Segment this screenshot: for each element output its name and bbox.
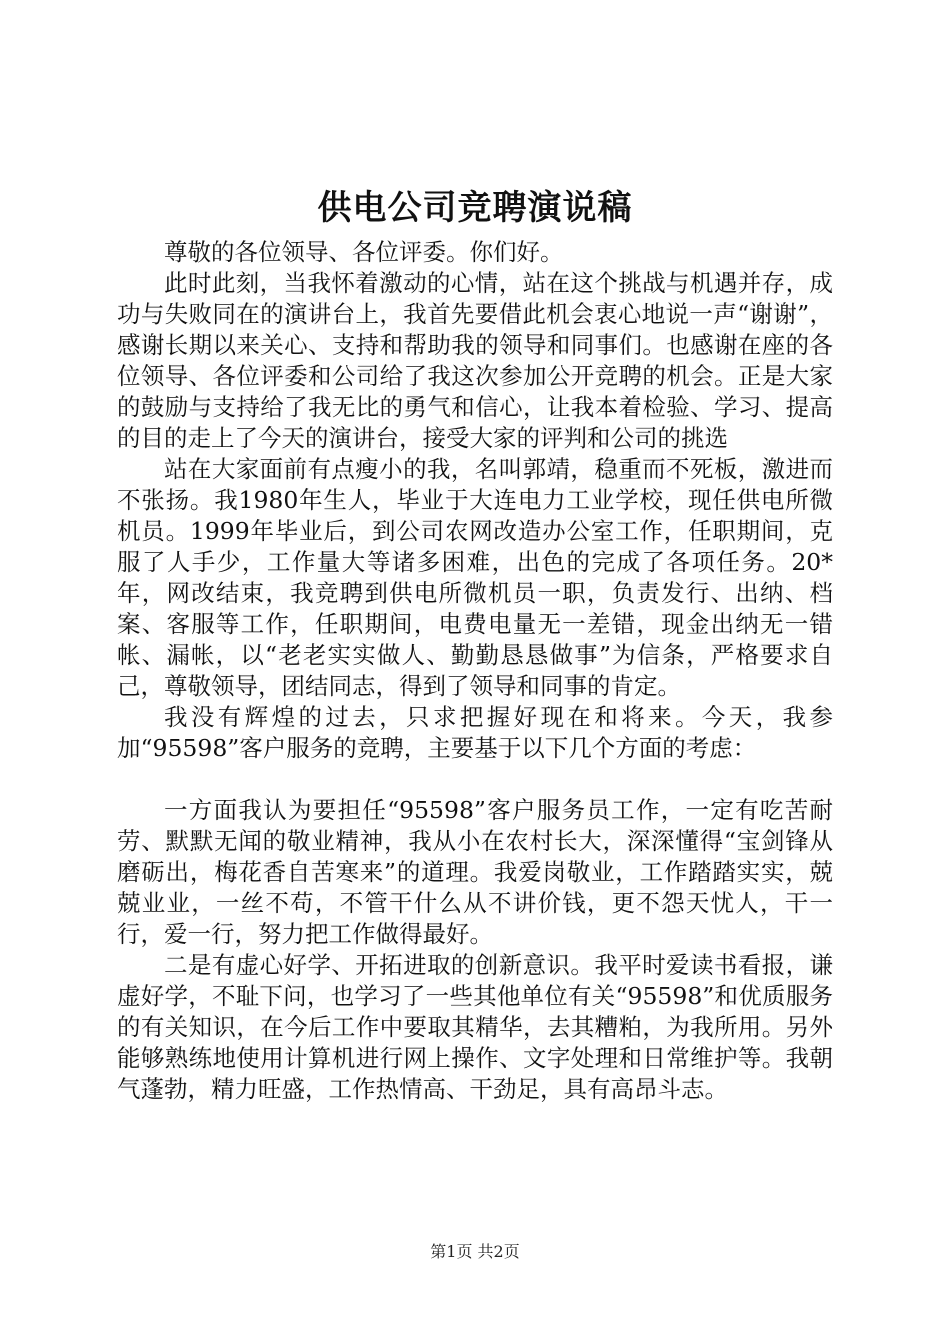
- paragraph-self-introduction: 站在大家面前有点瘦小的我，名叫郭靖，稳重而不死板，激进而不张扬。我1980年生人，毕业于大连电力工业学校，现任供电所微机员。1999年毕业后，到公司农网改造办公室工作，任职期间，克服了人手少，工作量大等诸多困难，出色的完成了各项任务。20*年，网改结束，我竞聘到供电所微机员一职，负责发行、出纳、档案、客服等工作，任职期间，电费电量无一差错，现金出纳无一错帐、漏帐，以“老老实实做人、勤勤恳恳做事”为信条，严格要求自己，尊敬领导，团结同志，得到了领导和同事的肯定。: [117, 455, 833, 700]
- paragraph-point-two: 二是有虚心好学、开拓进取的创新意识。我平时爱读书看报，谦虚好学，不耻下问，也学习了一些其他单位有关“95598”和优质服务的有关知识，在今后工作中要取其精华，去其糟粕，为我所用。另外能够熟练地使用计算机进行网上操作、文字处理和日常维护等。我朝气蓬勃，精力旺盛，工作热情高、干劲足，具有高昂斗志。: [117, 951, 833, 1103]
- document-title: 供电公司竞聘演说稿: [317, 188, 633, 228]
- paragraph-motivation: 我没有辉煌的过去，只求把握好现在和将来。今天，我参加“95598”客户服务的竞聘，主要基于以下几个方面的考虑：: [117, 703, 833, 762]
- document-body: [117, 237, 833, 1105]
- paragraph-greeting: 尊敬的各位领导、各位评委。你们好。: [164, 238, 564, 266]
- paragraph-point-one: 一方面我认为要担任“95598”客户服务员工作，一定有吃苦耐劳、默默无闻的敬业精神，我从小在农村长大，深深懂得“宝剑锋从磨砺出，梅花香自苦寒来”的道理。我爱岗敬业，工作踏踏实实，兢兢业业，一丝不苟，不管干什么从不讲价钱，更不怨天忧人，干一行，爱一行，努力把工作做得最好。: [117, 796, 833, 948]
- paragraph-opening: 此时此刻，当我怀着激动的心情，站在这个挑战与机遇并存，成功与失败同在的演讲台上，我首先要借此机会衷心地说一声“谢谢”，感谢长期以来关心、支持和帮助我的领导和同事们。也感谢在座的各位领导、各位评委和公司给了我这次参加公开竞聘的机会。正是大家的鼓励与支持给了我无比的勇气和信心，让我本着检验、学习、提高的目的走上了今天的演讲台，接受大家的评判和公司的挑选: [117, 269, 833, 452]
- page-footer: 第1页 共2页: [430, 1242, 520, 1261]
- paragraph-gap: [117, 764, 833, 795]
